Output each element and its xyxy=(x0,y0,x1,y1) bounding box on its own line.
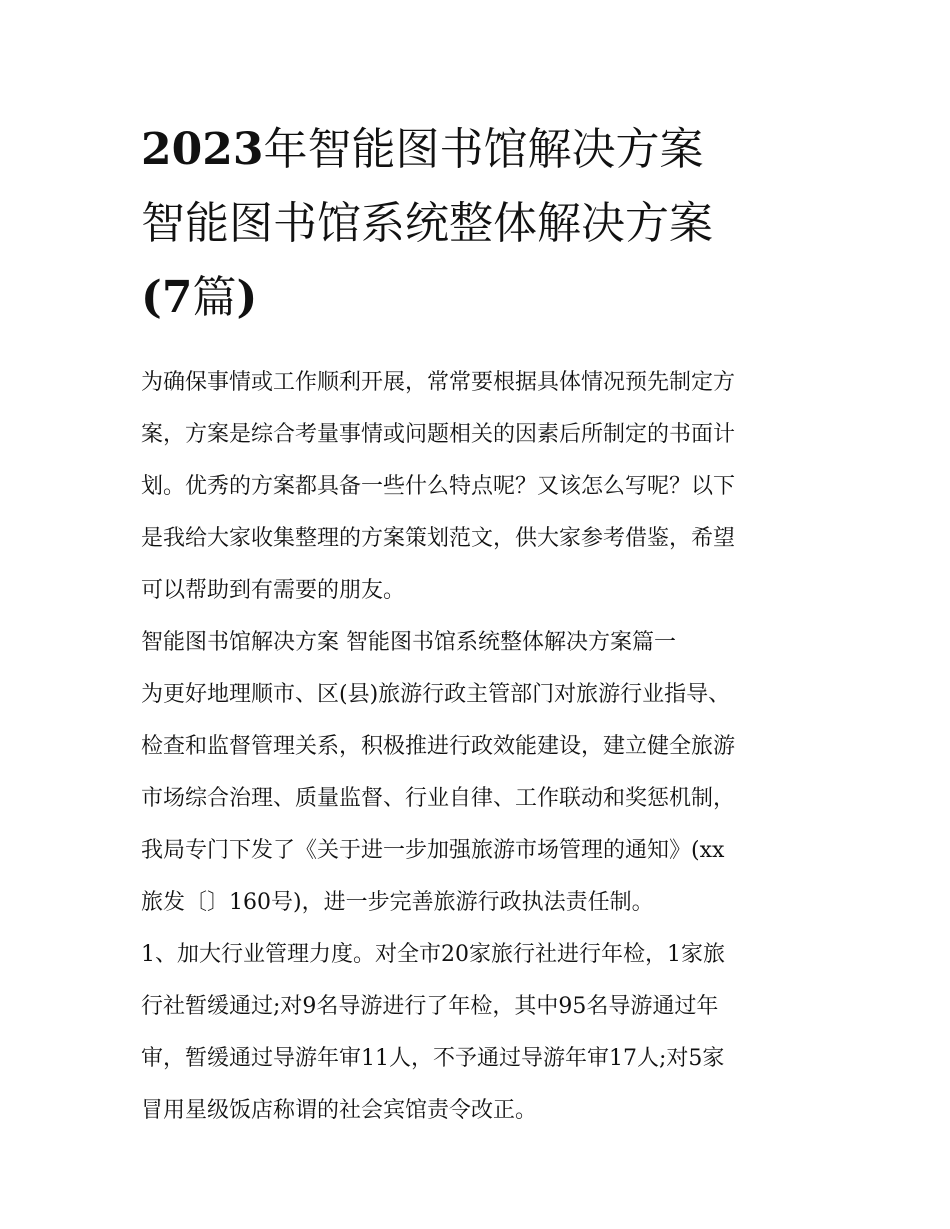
title-count-unit: 篇 xyxy=(192,272,237,323)
paragraph-2-line: 审，暂缓通过导游年审11人，不予通过导游年审17人;对5家 xyxy=(141,1046,725,1071)
paragraph-1 xyxy=(141,669,821,929)
title-year: 2023 xyxy=(141,124,264,175)
paragraph-1-line: 为更好地理顺市、区(县)旅游行政主管部门对旅游行业指导、 xyxy=(141,682,731,707)
title-line-3 xyxy=(141,261,821,335)
intro-line: 案，方案是综合考量事情或问题相关的因素后所制定的书面计 xyxy=(141,422,736,447)
paragraph-2-line: 1、加大行业管理力度。对全市20家旅行社进行年检，1家旅 xyxy=(141,942,725,967)
intro-line: 是我给大家收集整理的方案策划范文，供大家参考借鉴，希望 xyxy=(141,526,736,551)
intro-line: 为确保事情或工作顺利开展，常常要根据具体情况预先制定方 xyxy=(141,370,736,395)
title-line-1 xyxy=(141,113,821,187)
section-heading xyxy=(141,617,821,669)
paragraph-1-line: 旅发〔〕160号)，进一步完善旅游行政执法责任制。 xyxy=(141,890,654,915)
paragraph-1-line: 市场综合治理、质量监督、行业自律、工作联动和奖惩机制， xyxy=(141,786,736,811)
paragraph-2-line: 冒用星级饭店称谓的社会宾馆责令改正。 xyxy=(141,1098,538,1123)
paragraph-2 xyxy=(141,929,821,1137)
document-body xyxy=(141,357,821,1137)
document-title xyxy=(141,113,821,335)
title-line-2: 智能图书馆系统整体解决方案 xyxy=(141,198,713,249)
paragraph-2-line: 行社暂缓通过;对9名导游进行了年检，其中95名导游通过年 xyxy=(141,994,719,1019)
intro-line: 划。优秀的方案都具备一些什么特点呢？又该怎么写呢？以下 xyxy=(141,474,736,499)
intro-paragraph xyxy=(141,357,821,617)
title-line-1-text: 年智能图书馆解决方案 xyxy=(263,124,704,175)
intro-line: 可以帮助到有需要的朋友。 xyxy=(141,578,406,603)
paragraph-1-line: 检查和监督管理关系，积极推进行政效能建设，建立健全旅游 xyxy=(141,734,736,759)
section-heading-text: 智能图书馆解决方案 智能图书馆系统整体解决方案篇一 xyxy=(141,630,676,655)
title-count-open: (7 xyxy=(141,272,193,323)
title-count-close: ) xyxy=(236,272,258,323)
paragraph-1-line: 我局专门下发了《关于进一步加强旅游市场管理的通知》(xx xyxy=(141,838,725,863)
